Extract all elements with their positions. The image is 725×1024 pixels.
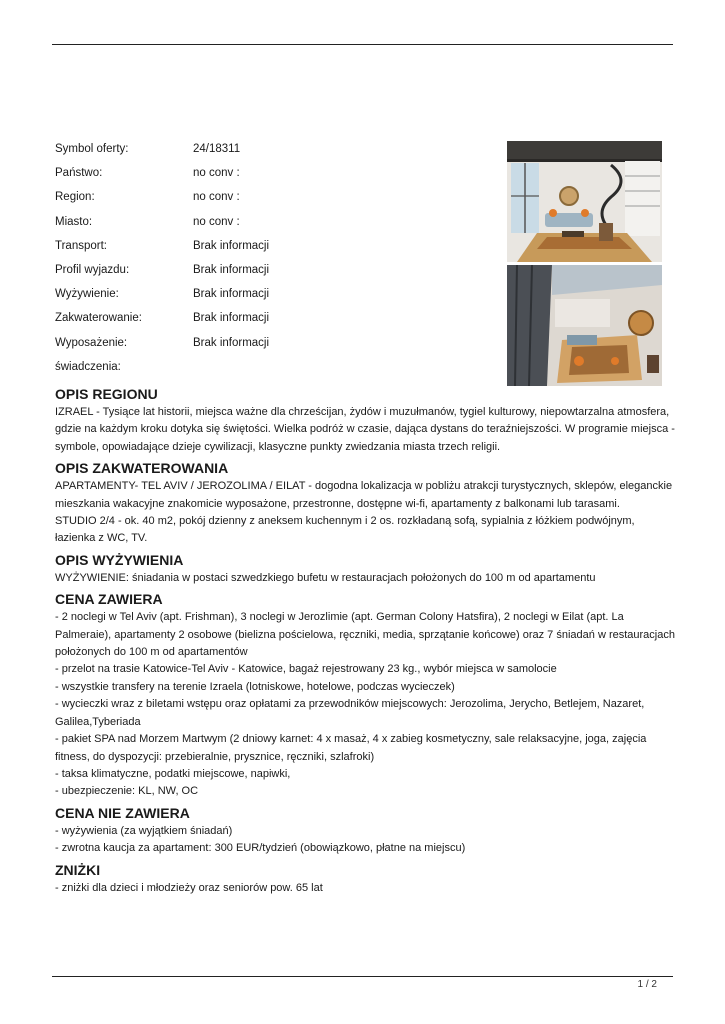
list-item: - taksa klimatyczne, podatki miejscowe, napiwki,: [55, 767, 291, 780]
section-title-region: OPIS REGIONU: [55, 386, 158, 402]
accommodation-paragraph: APARTAMENTY- TEL AVIV / JEROZOLIMA / EILAT - dogodna lokalizacja w pobliżu atrakcji turystycznych, sklepów, eleganckie mieszkania wakacyjne znakomicie wyposażone, przestronne, dostępne wi-fi, apartamenty z balkonami lub tarasami.: [55, 480, 673, 510]
list-item: - ubezpieczenie: KL, NW, OC: [55, 785, 199, 798]
spec-label: Wyżywienie:: [55, 288, 119, 301]
spec-value: 24/18311: [193, 143, 241, 155]
spec-row: [55, 284, 475, 308]
spec-row: [55, 308, 475, 332]
header-rule: [52, 44, 673, 45]
spec-label: świadczenia:: [55, 360, 121, 373]
spec-row: [55, 260, 475, 284]
list-item: - wyżywienia (za wyjątkiem śniadań): [55, 824, 233, 837]
section-title-meals: OPIS WYŻYWIENIA: [55, 551, 184, 568]
spec-label: Wyposażenie:: [55, 336, 128, 349]
spec-label: Symbol oferty:: [55, 143, 129, 155]
section-title-accommodation: OPIS ZAKWATEROWANIA: [55, 460, 229, 477]
spec-value: Brak informacji: [193, 312, 270, 325]
spec-row: [55, 212, 475, 236]
spec-value: Brak informacji: [193, 239, 270, 252]
spec-value: no conv :: [193, 191, 240, 204]
list-item: - wszystkie transfery na terenie Izraela (lotniskowe, hotelowe, podczas wycieczek): [55, 680, 455, 693]
spec-row: [55, 163, 475, 187]
region-description: IZRAEL - Tysiące lat historii, miejsca ważne dla chrześcijan, żydów i muzułmanów, tygiel kulturowy, niepowtarzalna atmosfera, gdzie na każdym kroku dotyka się świętości. Wielka podróż w czasie, dająca dystans do teraźniejszości. W programie miejsca - symbole, opowiadające dzieje cywilizacji, klasyczne punkty zwiedzania miasta trzech religii.: [55, 406, 675, 453]
apartment-photo-top-view: [507, 265, 662, 386]
spec-row: [55, 187, 475, 211]
spec-row: [55, 333, 475, 357]
footer-rule: [52, 976, 673, 977]
spec-row: [55, 139, 475, 163]
spec-value: [193, 357, 475, 381]
section-title-discounts: ZNIŻKI: [55, 861, 101, 878]
spec-label: Transport:: [55, 239, 107, 252]
spec-row: [55, 357, 475, 381]
offer-specs-table: [55, 139, 475, 381]
offer-description: [55, 384, 675, 899]
spec-value: Brak informacji: [193, 336, 270, 349]
list-item: - 2 noclegi w Tel Aviv (apt. Frishman), 3 noclegi w Jerozlimie (apt. German Colony Hatsfira), 2 noclegi w Eilat (apt. La Palmeraie), apartamenty 2 osobowe (bielizna pościelowa, ręczniki, media, sprzątanie końcowe) oraz 7 śniadań w restauracjach położonych do 100 m od apartamentów: [55, 611, 675, 659]
spec-row: [55, 236, 475, 260]
list-item: - wycieczki wraz z biletami wstępu oraz opłatami za przewodników miejscowych: Jerozolima, Jerycho, Betlejem, Nazaret, Galilea,Tyberiada: [55, 698, 645, 728]
spec-value: no conv :: [193, 215, 240, 228]
spec-label: Profil wyjazdu:: [55, 263, 130, 276]
page-number: 1 / 2: [637, 979, 657, 990]
list-item: - pakiet SPA nad Morzem Martwym (2 dniowy karnet: 4 x masaż, 4 x zabieg kosmetyczny, sale relaksacyjne, joga, zajęcia fitness, do dyspozycji: przebieralnie, prysznice, ręczniki, szlafroki): [55, 733, 647, 763]
apartment-photo-living-room: [507, 141, 662, 262]
spec-label: Region:: [55, 191, 95, 204]
list-item: - zniżki dla dzieci i młodzieży oraz seniorów pow. 65 lat: [55, 881, 323, 894]
spec-label: Miasto:: [55, 215, 93, 228]
spec-label: Państwo:: [55, 167, 103, 180]
section-title-price-excludes: CENA NIE ZAWIERA: [55, 804, 190, 821]
meals-description: WYŻYWIENIE: śniadania w postaci szwedzkiego bufetu w restauracjach położonych do 100 m od apartamentu: [55, 571, 596, 584]
list-item: - przelot na trasie Katowice-Tel Aviv - Katowice, bagaż rejestrowany 23 kg., wybór miejsca w samolocie: [55, 663, 557, 676]
spec-value: Brak informacji: [193, 263, 270, 276]
spec-value: Brak informacji: [193, 288, 270, 301]
accommodation-paragraph: STUDIO 2/4 - ok. 40 m2, pokój dzienny z aneksem kuchennym i 2 os. rozkładaną sofą, sypialnia z łóżkiem podwójnym, łazienka z WC, TV.: [55, 515, 635, 545]
section-title-price-includes: CENA ZAWIERA: [55, 591, 163, 608]
list-item: - zwrotna kaucja za apartament: 300 EUR/tydzień (obowiązkowo, płatne na miejscu): [55, 842, 466, 855]
spec-value: no conv :: [193, 167, 240, 180]
spec-label: Zakwaterowanie:: [55, 312, 142, 325]
